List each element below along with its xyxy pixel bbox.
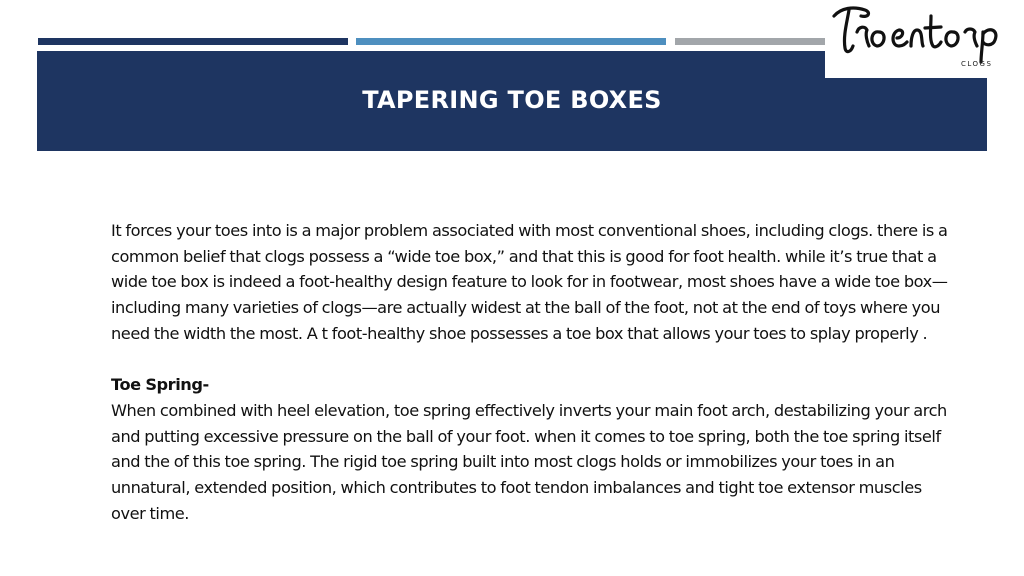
paragraph-spacer xyxy=(111,347,951,373)
logo-subtitle: CLOGS xyxy=(961,60,993,68)
paragraph-toe-boxes: It forces your toes into is a major problem associated with most conventional shoes, including clogs. there is a common belief that clogs possess a “wide toe box,” and that this is good for foot health. while it’s true that a wide toe box is indeed a foot-healthy design feature to look for in footwear, most shoes have a wide toe box—including many varieties of clogs—are actually widest at the ball of the foot, not at the end of toys where you need the width the most. A t foot-healthy shoe possesses a toe box that allows your toes to splay properly . xyxy=(111,221,948,343)
logo xyxy=(825,0,1024,78)
subheading-toe-spring: Toe Spring- xyxy=(111,375,209,395)
body-text xyxy=(111,218,951,526)
paragraph-toe-spring: When combined with heel elevation, toe spring effectively inverts your main foot arch, destabilizing your arch and putting excessive pressure on the ball of your foot. when it comes to toe spring, both the toe spring itself and the of this toe spring. The rigid toe spring built into most clogs holds or immobilizes your toes in an unnatural, extended position, which contributes to foot tendon imbalances and tight toe extensor muscles over time. xyxy=(111,400,947,523)
accent-bar-gray xyxy=(675,38,830,45)
troentorp-logo-icon xyxy=(831,2,1021,64)
accent-bar-blue xyxy=(356,38,666,45)
slide-title: TAPERING TOE BOXES xyxy=(362,86,662,114)
accent-bar-navy xyxy=(38,38,348,45)
